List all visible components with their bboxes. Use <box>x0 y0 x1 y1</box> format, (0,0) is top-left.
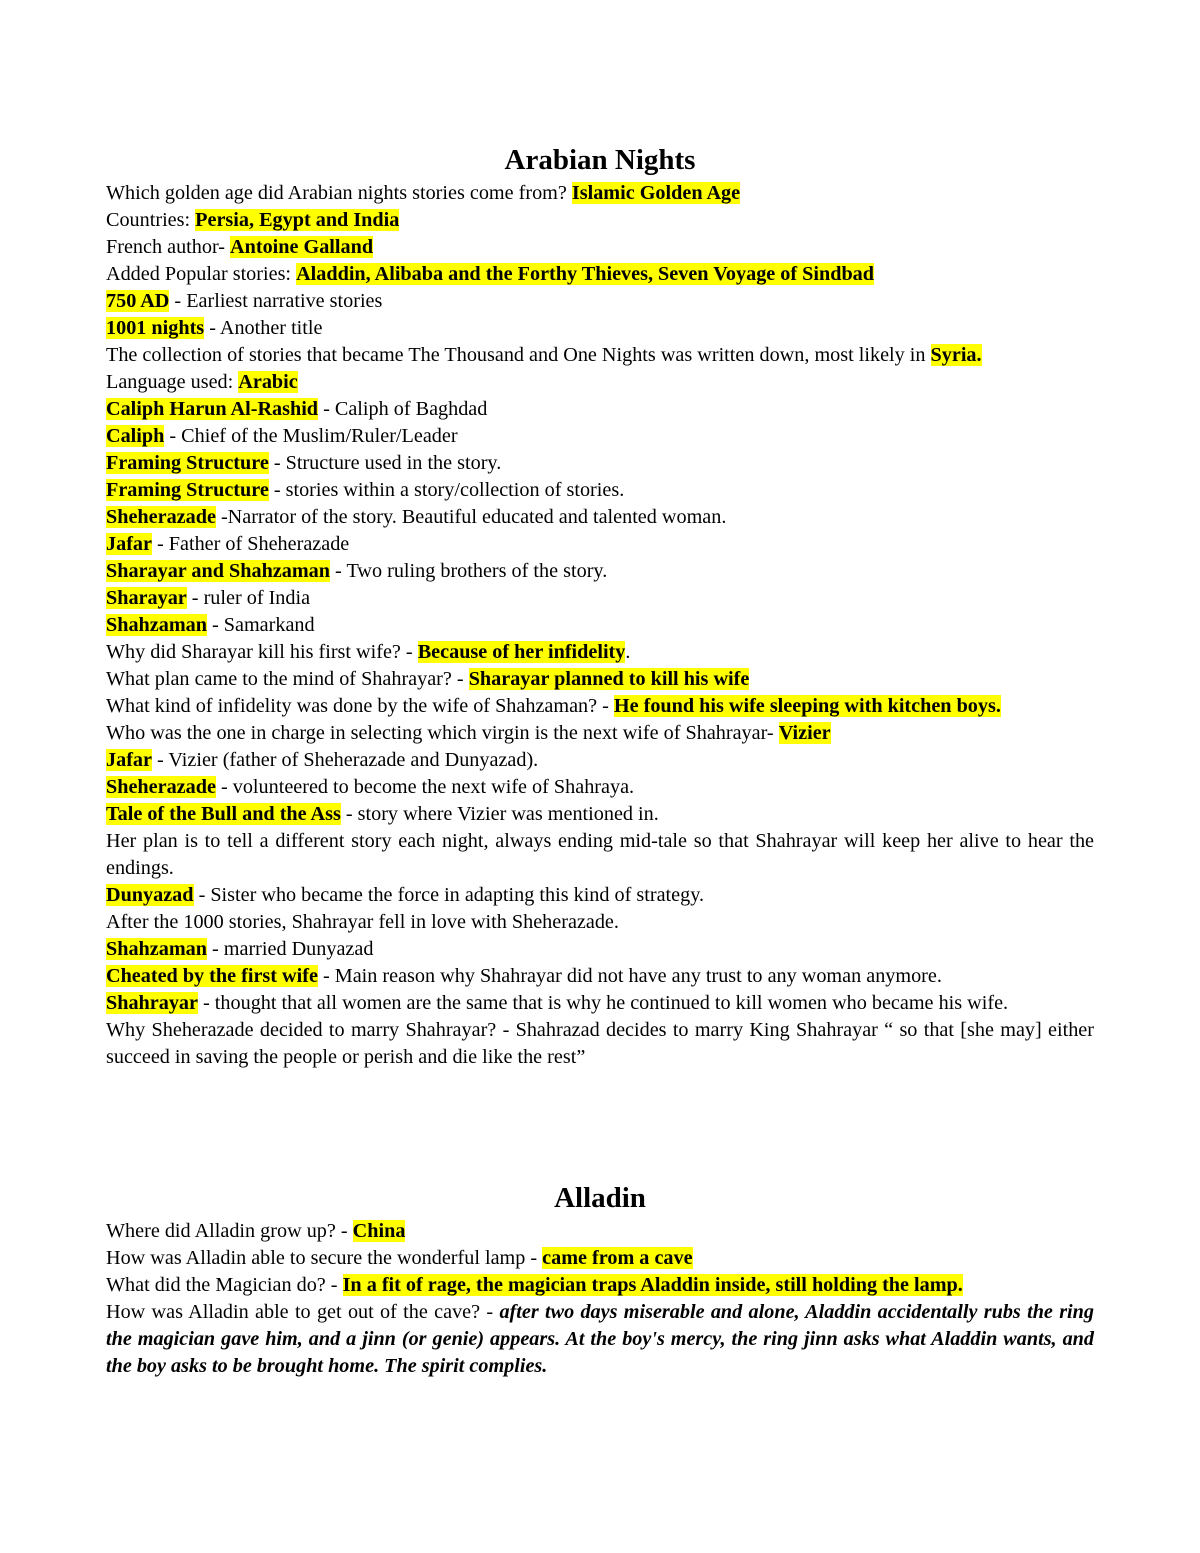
text-line <box>106 288 1094 315</box>
highlighted-text: Islamic Golden Age <box>571 182 741 204</box>
highlighted-text: Sheherazade <box>106 776 216 798</box>
plain-text: After the 1000 stories, Shahrayar fell in love with Sheherazade. <box>106 911 619 933</box>
plain-text: - volunteered to become the next wife of Shahraya. <box>215 776 635 798</box>
section-body <box>106 180 1094 1071</box>
text-line <box>106 423 1094 450</box>
text-line <box>106 1299 1094 1380</box>
plain-text: Language used: <box>106 371 239 393</box>
highlighted-text: Because of her infidelity <box>417 641 626 663</box>
text-line <box>106 747 1094 774</box>
text-line <box>106 801 1094 828</box>
highlighted-text: Shahrayar <box>106 992 198 1014</box>
section-title: Arabian Nights <box>504 144 696 176</box>
text-line <box>106 315 1094 342</box>
highlighted-text: Vizier <box>778 722 831 744</box>
plain-text: . <box>625 641 631 663</box>
highlighted-text: Framing Structure <box>106 479 269 501</box>
text-line <box>106 936 1094 963</box>
plain-text: - Vizier (father of Sheherazade and Dunyazad). <box>151 749 539 771</box>
highlighted-text: Caliph <box>106 425 165 447</box>
highlighted-text: Dunyazad <box>106 884 194 906</box>
text-line <box>106 504 1094 531</box>
plain-text: - ruler of India <box>186 587 311 609</box>
text-line <box>106 639 1094 666</box>
plain-text: - married Dunyazad <box>206 938 374 960</box>
plain-text: Why Sheherazade decided to marry Shahrayar? - Shahrazad decides to marry King Shahrayar “ so that [she may] either succeed in saving the people or perish and die like the rest” <box>106 1019 1094 1068</box>
plain-text: Why did Sharayar kill his first wife? - <box>106 641 418 663</box>
plain-text: French author- <box>106 236 231 258</box>
highlighted-text: Sharayar planned to kill his wife <box>468 668 750 690</box>
plain-text: How was Alladin able to get out of the cave? - <box>106 1301 500 1323</box>
text-line <box>106 180 1094 207</box>
text-line <box>106 882 1094 909</box>
highlighted-text: Framing Structure <box>106 452 269 474</box>
text-line <box>106 396 1094 423</box>
highlighted-text: Persia, Egypt and India <box>195 209 400 231</box>
plain-text: - stories within a story/collection of stories. <box>268 479 625 501</box>
section-alladin <box>106 1178 1094 1380</box>
text-line <box>106 450 1094 477</box>
plain-text: - Another title <box>204 317 323 339</box>
plain-text: - Main reason why Shahrayar did not have any trust to any woman anymore. <box>317 965 942 987</box>
text-line <box>106 477 1094 504</box>
highlighted-text: 1001 nights <box>106 317 205 339</box>
plain-text: - story where Vizier was mentioned in. <box>340 803 659 825</box>
highlighted-text: Jafar <box>106 533 152 555</box>
plain-text: What plan came to the mind of Shahrayar? - <box>106 668 469 690</box>
plain-text: -Narrator of the story. Beautiful educated and talented woman. <box>215 506 727 528</box>
plain-text: Countries: <box>106 209 196 231</box>
highlighted-text: 750 AD <box>106 290 170 312</box>
plain-text: The collection of stories that became The Thousand and One Nights was written down, most likely in <box>106 344 931 366</box>
plain-text: What did the Magician do? - <box>106 1274 343 1296</box>
emphasized-text: after two days miserable and alone, Aladdin accidentally rubs the ring the magician gave him, and a jinn (or genie) appears. At the boy's mercy, the ring jinn asks what Aladdin wants, and the boy asks to be brought home. The spirit complies. <box>106 1301 1094 1377</box>
plain-text: - Father of Sheherazade <box>151 533 350 555</box>
highlighted-text: Syria. <box>930 344 982 366</box>
highlighted-text: Tale of the Bull and the Ass <box>106 803 341 825</box>
plain-text: Which golden age did Arabian nights stories come from? <box>106 182 572 204</box>
highlighted-text: Arabic <box>238 371 298 393</box>
highlighted-text: Shahzaman <box>106 938 207 960</box>
highlighted-text: Caliph Harun Al-Rashid <box>106 398 319 420</box>
text-line <box>106 261 1094 288</box>
text-line <box>106 828 1094 882</box>
text-line <box>106 990 1094 1017</box>
text-line <box>106 342 1094 369</box>
plain-text: - Sister who became the force in adapting this kind of strategy. <box>193 884 705 906</box>
highlighted-text: Sharayar and Shahzaman <box>106 560 330 582</box>
text-line <box>106 612 1094 639</box>
plain-text: How was Alladin able to secure the wonderful lamp - <box>106 1247 543 1269</box>
plain-text: - Caliph of Baghdad <box>318 398 488 420</box>
text-line <box>106 693 1094 720</box>
section-body <box>106 1218 1094 1380</box>
plain-text: Who was the one in charge in selecting which virgin is the next wife of Shahrayar- <box>106 722 779 744</box>
text-line <box>106 1218 1094 1245</box>
plain-text: - Chief of the Muslim/Ruler/Leader <box>164 425 458 447</box>
plain-text: - Earliest narrative stories <box>169 290 383 312</box>
text-line <box>106 558 1094 585</box>
text-line <box>106 720 1094 747</box>
text-line <box>106 774 1094 801</box>
plain-text: - Samarkand <box>206 614 315 636</box>
text-line <box>106 963 1094 990</box>
plain-text: - Two ruling brothers of the story. <box>330 560 608 582</box>
section-title: Alladin <box>554 1182 646 1214</box>
text-line <box>106 369 1094 396</box>
text-line <box>106 207 1094 234</box>
highlighted-text: Jafar <box>106 749 152 771</box>
highlighted-text: He found his wife sleeping with kitchen boys. <box>613 695 1001 717</box>
plain-text: - thought that all women are the same that is why he continued to kill women who became his wife. <box>197 992 1009 1014</box>
highlighted-text: Antoine Galland <box>230 236 374 258</box>
text-line <box>106 531 1094 558</box>
highlighted-text: Cheated by the first wife <box>106 965 318 987</box>
text-line <box>106 1245 1094 1272</box>
plain-text: - Structure used in the story. <box>268 452 502 474</box>
text-line <box>106 1272 1094 1299</box>
section-arabian-nights <box>106 140 1094 1071</box>
text-line <box>106 666 1094 693</box>
text-line <box>106 909 1094 936</box>
highlighted-text: Sharayar <box>106 587 187 609</box>
text-line <box>106 1017 1094 1071</box>
highlighted-text: Aladdin, Alibaba and the Forthy Thieves, Seven Voyage of Sindbad <box>296 263 875 285</box>
text-line <box>106 585 1094 612</box>
plain-text: Where did Alladin grow up? - <box>106 1220 353 1242</box>
highlighted-text: Sheherazade <box>106 506 216 528</box>
highlighted-text: came from a cave <box>542 1247 693 1269</box>
text-line <box>106 234 1094 261</box>
highlighted-text: Shahzaman <box>106 614 207 636</box>
highlighted-text: In a fit of rage, the magician traps Aladdin inside, still holding the lamp. <box>342 1274 963 1296</box>
highlighted-text: China <box>352 1220 406 1242</box>
plain-text: Added Popular stories: <box>106 263 297 285</box>
plain-text: What kind of infidelity was done by the wife of Shahzaman? - <box>106 695 614 717</box>
plain-text: Her plan is to tell a different story each night, always ending mid-tale so that Shahrayar will keep her alive to hear the endings. <box>106 830 1094 879</box>
